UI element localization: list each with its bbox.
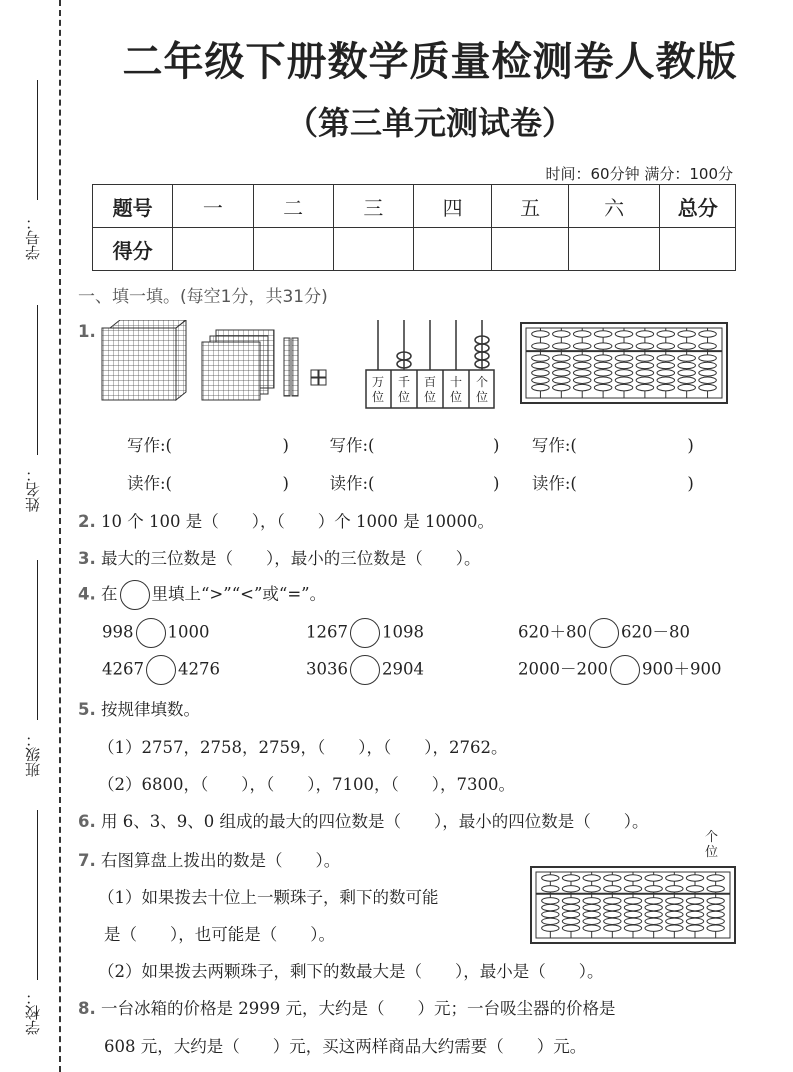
q7: [78, 847, 340, 871]
q4-left: 998: [102, 622, 134, 642]
q5: [78, 696, 200, 720]
q4-right: 620－80: [621, 622, 690, 642]
q4-text-b: 里填上“>”“<”或“=”。: [151, 584, 327, 604]
name-line: [37, 305, 38, 455]
read-label: 读作:(: [531, 474, 577, 493]
q6: [78, 808, 648, 832]
q4-right: 900＋900: [642, 659, 722, 679]
class-line: [37, 560, 38, 720]
compare-circle[interactable]: [350, 618, 380, 648]
read-label: 读作:(: [127, 474, 172, 493]
abacus-label: 千位: [397, 375, 411, 404]
abacus-label: 百位: [423, 375, 437, 404]
binding-strip: [0, 0, 70, 1072]
header-cell: 总分: [660, 185, 736, 228]
paren-close: ): [282, 474, 289, 493]
q3-number: 3.: [78, 549, 96, 568]
q2: [78, 508, 494, 532]
cut-line: [59, 0, 61, 1072]
score-cell[interactable]: [568, 228, 660, 271]
score-cell[interactable]: [173, 228, 253, 271]
q4-right: 1000: [167, 622, 210, 642]
class-label: 班级：: [24, 732, 42, 777]
q4-right: 1098: [382, 622, 424, 642]
q2-number: 2.: [78, 512, 96, 531]
q8-line1: 一台冰箱的价格是 2999 元，大约是（ ）元；一台吸尘器的价格是: [101, 999, 616, 1018]
score-cell[interactable]: [253, 228, 333, 271]
paren-close: ): [492, 474, 500, 493]
q8: [78, 995, 615, 1019]
q8-line2: 608 元，大约是（ ）元，买这两样商品大约需要（ ）元。: [104, 1037, 587, 1056]
q5-number: 5.: [78, 700, 96, 719]
ones-label-top: 个: [705, 830, 719, 845]
compare-circle[interactable]: [610, 655, 640, 685]
compare-circle[interactable]: [350, 655, 380, 685]
abacus-label: 十位: [449, 375, 463, 404]
q4-item: [102, 618, 210, 648]
q4: [78, 580, 326, 610]
q3: [78, 545, 481, 569]
q5-line2: （2）6800，（ ），（ ），7100，（ ），7300。: [98, 775, 515, 794]
score-cell[interactable]: [333, 228, 413, 271]
q4-item: [102, 655, 220, 685]
compare-circle[interactable]: [136, 618, 166, 648]
score-cell[interactable]: [492, 228, 568, 271]
q4-right: 2904: [382, 659, 424, 679]
q2-text: 10 个 100 是（ ），（ ）个 1000 是 10000。: [101, 512, 494, 531]
write-label: 写作:(: [127, 436, 172, 455]
q5-line1: （1）2757，2758，2759，（ ），（ ），2762。: [98, 738, 508, 757]
header-cell: 三: [333, 185, 413, 228]
q4-number: 4.: [78, 584, 96, 604]
q4-item: [306, 655, 424, 685]
suanpan-figure-1: [520, 322, 728, 404]
q7-number: 7.: [78, 851, 96, 870]
paren-close: ): [687, 474, 694, 493]
ones-place-label: [705, 830, 718, 860]
student-id-label: 学号：: [24, 215, 42, 260]
name-label: 姓名：: [24, 467, 42, 512]
header-cell: 六: [568, 185, 660, 228]
score-row-label: 得分: [93, 228, 173, 271]
write-label: 写作:(: [329, 436, 375, 455]
score-table: [92, 184, 736, 271]
score-header-row: [93, 185, 736, 228]
q4-item: [306, 618, 424, 648]
abacus-label: 万位: [371, 375, 385, 404]
compare-circle[interactable]: [146, 655, 176, 685]
header-cell: 一: [173, 185, 253, 228]
q4-left: 1267: [306, 622, 348, 642]
place-value-abacus-figure: [362, 318, 498, 410]
q7-line2: 是（ ），也可能是（ ）。: [104, 925, 335, 944]
score-cell[interactable]: [660, 228, 736, 271]
header-cell: 题号: [93, 185, 173, 228]
page-title: 二年级下册数学质量检测卷人教版: [122, 39, 738, 85]
q6-text: 用 6、3、9、0 组成的最大的四位数是（ ），最小的四位数是（ ）。: [101, 812, 649, 831]
q7-text: 右图算盘上拨出的数是（ ）。: [101, 851, 341, 870]
score-cell[interactable]: [414, 228, 492, 271]
compare-circle: [120, 580, 150, 610]
q7-line3: （2）如果拨去两颗珠子，剩下的数最大是（ ），最小是（ ）。: [98, 962, 604, 981]
q4-left: 620＋80: [518, 622, 587, 642]
q4-left: 2000－200: [518, 659, 608, 679]
header-cell: 五: [492, 185, 568, 228]
q4-left: 4267: [102, 659, 144, 679]
q7-line1: （1）如果拨去十位上一颗珠子，剩下的数可能: [98, 888, 439, 907]
school-line: [37, 810, 38, 980]
read-label: 读作:(: [329, 474, 375, 493]
compare-circle[interactable]: [589, 618, 619, 648]
q1-number: 1.: [78, 322, 96, 341]
q1-write-row: [127, 432, 694, 456]
q4-right: 4276: [178, 659, 220, 679]
q1-read-row: [127, 470, 694, 494]
time-info: 时间：60分钟 满分：100分: [545, 165, 733, 183]
write-label: 写作:(: [531, 436, 577, 455]
paren-close: ): [687, 436, 694, 455]
student-id-line: [37, 80, 38, 200]
paren-close: ): [492, 436, 500, 455]
q4-text-a: 在: [101, 584, 118, 604]
q6-number: 6.: [78, 812, 96, 831]
q4-left: 3036: [306, 659, 348, 679]
q8-number: 8.: [78, 999, 96, 1018]
page-subtitle: （第三单元测试卷）: [285, 104, 574, 142]
header-cell: 二: [253, 185, 333, 228]
paren-close: ): [282, 436, 289, 455]
score-row: [93, 228, 736, 271]
header-cell: 四: [414, 185, 492, 228]
q4-item: [518, 655, 722, 685]
q5-text: 按规律填数。: [101, 700, 200, 719]
school-label: 学校：: [24, 990, 42, 1035]
base-ten-blocks-figure: [98, 320, 348, 410]
ones-label-bottom: 位: [705, 845, 719, 860]
abacus-label: 个位: [475, 375, 489, 404]
q4-item: [518, 618, 690, 648]
suanpan-figure-2: [530, 866, 736, 944]
q3-text: 最大的三位数是（ ），最小的三位数是（ ）。: [101, 549, 481, 568]
section-heading: 一、填一填。(每空1分，共31分): [78, 287, 328, 307]
